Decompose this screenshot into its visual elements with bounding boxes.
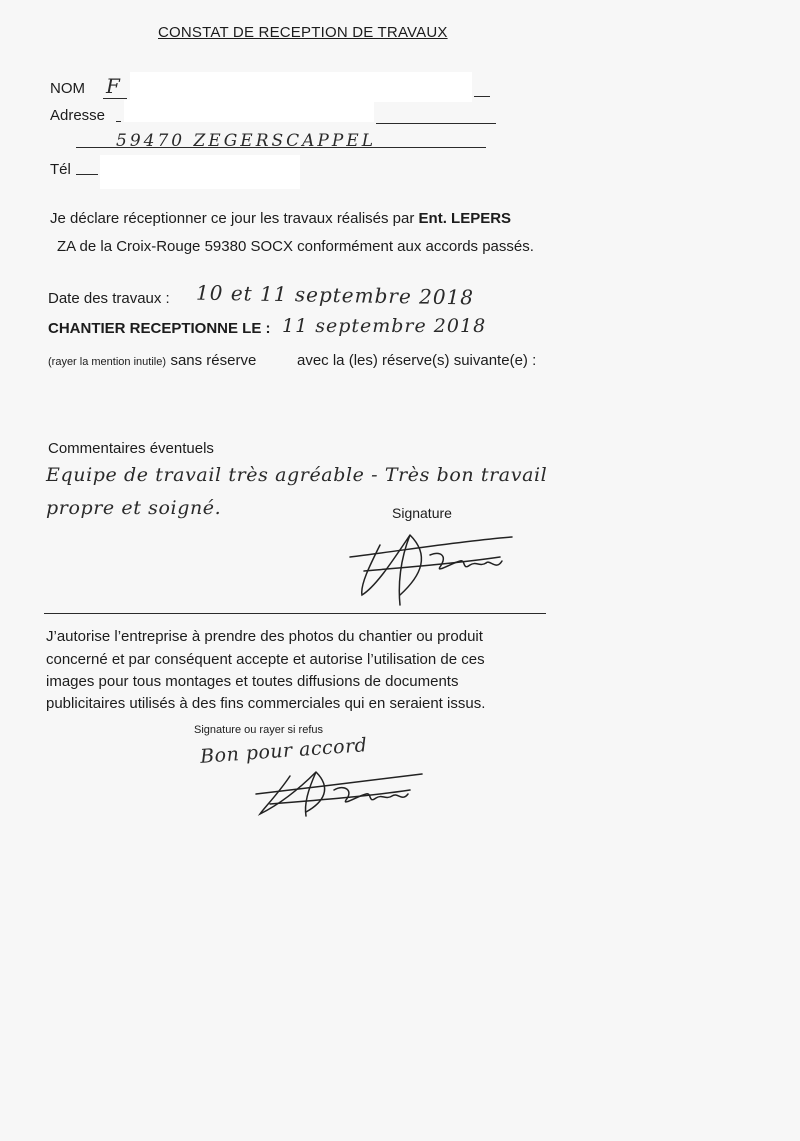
section-separator (44, 613, 546, 614)
adresse-underline-start (116, 121, 121, 122)
date-travaux-label: Date des travaux : (48, 290, 170, 307)
declaration-prefix: Je déclare réceptionner ce jour les travaux réalisés par (50, 210, 415, 227)
commentaires-label: Commentaires éventuels (48, 440, 214, 457)
nom-redaction (130, 72, 472, 102)
commentaire-line1: Equipe de travail très agréable - Très bon travail (46, 464, 548, 486)
nom-value: F (106, 74, 121, 98)
authorization-line-4: publicitaires utilisés à des fins commerciales qui en seraient issus. (46, 695, 486, 712)
authorization-signature-image (250, 760, 430, 820)
avec-reserve: avec la (les) réserve(s) suivante(e) : (297, 352, 537, 369)
reserve-line (48, 352, 256, 370)
company-name: Ent. LEPERS (418, 210, 512, 227)
adresse-label: Adresse (50, 107, 106, 124)
adresse-underline-end (376, 123, 496, 124)
nom-underline-end (474, 96, 490, 97)
client-signature-image (340, 515, 520, 610)
signature-refus-label: Signature ou rayer si refus (194, 724, 324, 736)
nom-underline-start (103, 98, 127, 99)
tel-redaction (100, 155, 300, 189)
adresse-redaction (124, 100, 374, 122)
tel-underline (76, 174, 98, 175)
adresse-line2-value: 59470 ZEGERSCAPPEL (116, 131, 377, 151)
authorization-line-1: J’autorise l’entreprise à prendre des photos du chantier ou produit (46, 628, 483, 645)
sans-reserve: sans réserve (170, 352, 257, 369)
date-travaux-value: 10 et 11 septembre 2018 (195, 280, 475, 310)
reserve-hint: (rayer la mention inutile) (48, 356, 166, 368)
tel-label: Tél (50, 161, 71, 178)
commentaire-line2: propre et soigné. (46, 497, 222, 519)
bon-pour-accord: Bon pour accord (199, 734, 369, 768)
document-title: CONSTAT DE RECEPTION DE TRAVAUX (158, 24, 448, 41)
chantier-receptionne-label: CHANTIER RECEPTIONNE LE : (48, 320, 271, 337)
signature-label: Signature (392, 505, 452, 521)
nom-label: NOM (50, 80, 85, 97)
declaration-line1 (50, 210, 511, 227)
declaration-line2: ZA de la Croix-Rouge 59380 SOCX conformément aux accords passés. (57, 238, 534, 255)
chantier-receptionne-value: 11 septembre 2018 (282, 315, 487, 337)
authorization-line-3: images pour tous montages et toutes diffusions de documents (46, 673, 459, 690)
authorization-line-2: concerné et par conséquent accepte et autorise l’utilisation de ces (46, 651, 485, 668)
